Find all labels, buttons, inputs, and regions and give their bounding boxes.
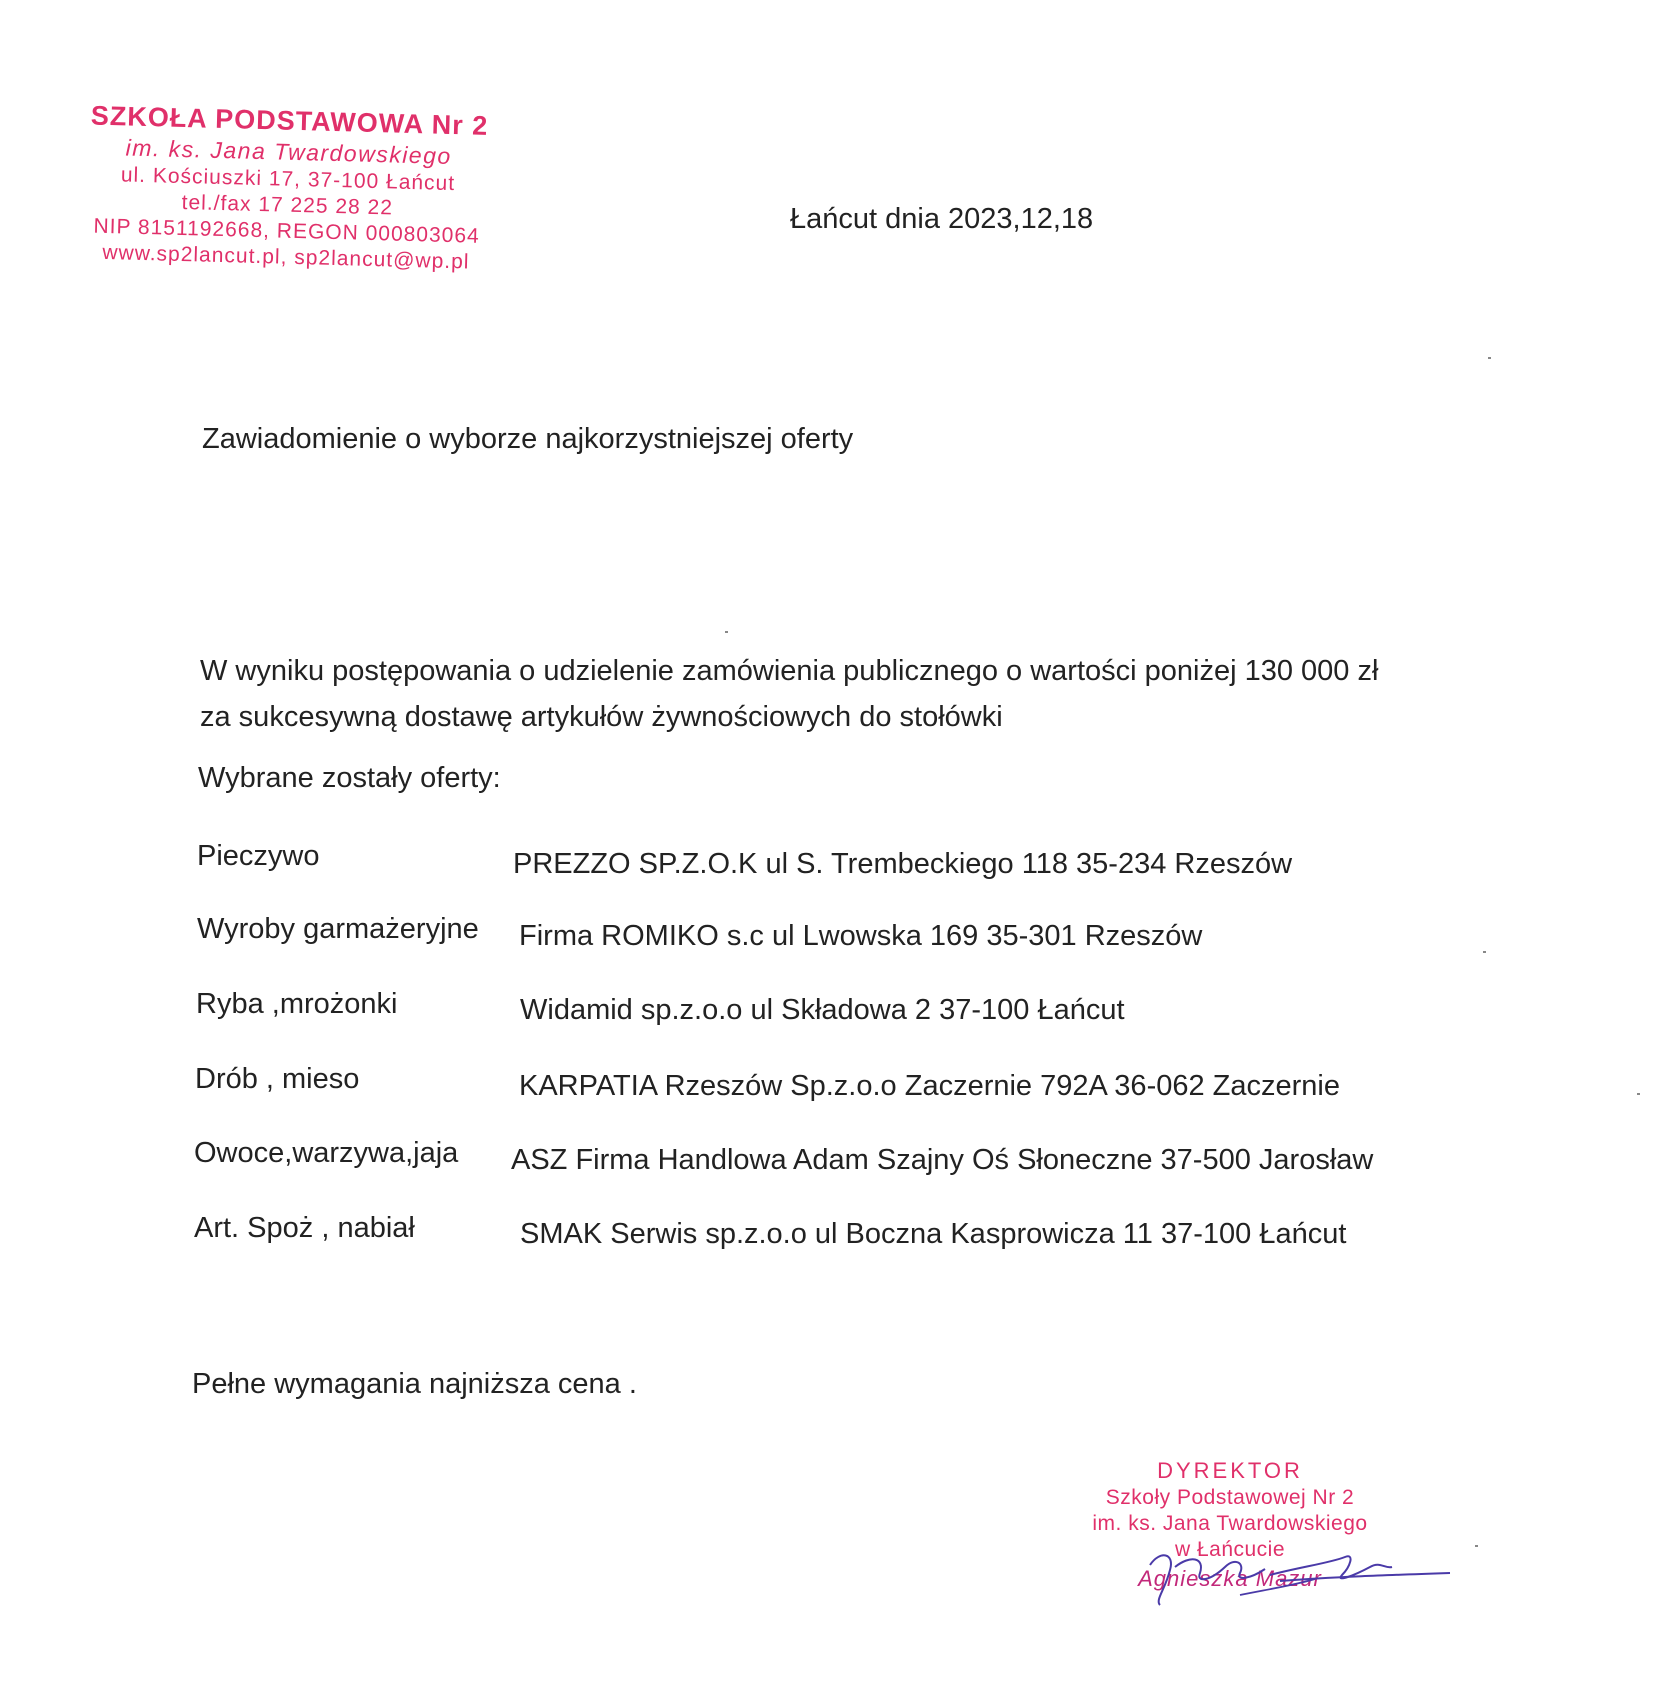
document-subject: Zawiadomienie o wyborze najkorzystniejszej oferty xyxy=(202,423,854,455)
school-phone: tel./fax 17 225 28 22 xyxy=(181,190,394,220)
director-school: Szkoły Podstawowej Nr 2 xyxy=(1105,1486,1355,1509)
director-town: w Łańcucie xyxy=(1174,1538,1286,1561)
school-name: SZKOŁA PODSTAWOWA Nr 2 xyxy=(90,100,489,141)
scan-speck xyxy=(1488,357,1491,359)
director-title: DYREKTOR xyxy=(1157,1458,1303,1483)
school-web-email: www.sp2lancut.pl, sp2lancut@wp.pl xyxy=(102,240,470,274)
offer-category: Drób , mieso xyxy=(195,1063,360,1095)
director-patron: im. ks. Jana Twardowskiego xyxy=(1092,1512,1368,1535)
offer-category: Wyroby garmażeryjne xyxy=(197,913,479,945)
handwritten-signature xyxy=(1130,1545,1460,1615)
offer-firm: KARPATIA Rzeszów Sp.z.o.o Zaczernie 792A 36-062 Zaczernie xyxy=(519,1070,1340,1102)
offer-category: Pieczywo xyxy=(197,840,320,872)
selected-offers-label: Wybrane zostały oferty: xyxy=(198,762,501,794)
school-address: ul. Kościuszki 17, 37-100 Łańcut xyxy=(120,163,456,196)
scan-speck xyxy=(1475,1545,1478,1547)
scan-speck xyxy=(1483,951,1486,953)
school-nip-regon: NIP 8151192668, REGON 000803064 xyxy=(93,214,481,248)
intro-line-1: W wyniku postępowania o udzielenie zamówienia publicznego o wartości poniżej 130 000 zł xyxy=(200,655,1379,687)
offer-category: Owoce,warzywa,jaja xyxy=(194,1137,459,1169)
scan-speck xyxy=(725,631,728,633)
offer-firm: PREZZO SP.Z.O.K ul S. Trembeckiego 118 35-234 Rzeszów xyxy=(513,848,1293,880)
offer-firm: Firma ROMIKO s.c ul Lwowska 169 35-301 Rzeszów xyxy=(519,920,1203,952)
document-date: Łańcut dnia 2023,12,18 xyxy=(790,203,1094,235)
scan-speck xyxy=(1637,1093,1640,1095)
offer-firm: SMAK Serwis sp.z.o.o ul Boczna Kasprowicza 11 37-100 Łańcut xyxy=(520,1218,1347,1250)
school-patron: im. ks. Jana Twardowskiego xyxy=(125,134,453,170)
closing-statement: Pełne wymagania najniższa cena . xyxy=(192,1368,637,1400)
offer-firm: ASZ Firma Handlowa Adam Szajny Oś Słoneczne 37-500 Jarosław xyxy=(511,1144,1374,1176)
offer-category: Art. Spoż , nabiał xyxy=(194,1212,415,1244)
offer-firm: Widamid sp.z.o.o ul Składowa 2 37-100 Łańcut xyxy=(520,994,1125,1026)
intro-line-2: za sukcesywną dostawę artykułów żywnościowych do stołówki xyxy=(200,701,1003,733)
offer-category: Ryba ,mrożonki xyxy=(196,988,398,1020)
director-name: Agnieszka Mazur xyxy=(1138,1566,1322,1591)
